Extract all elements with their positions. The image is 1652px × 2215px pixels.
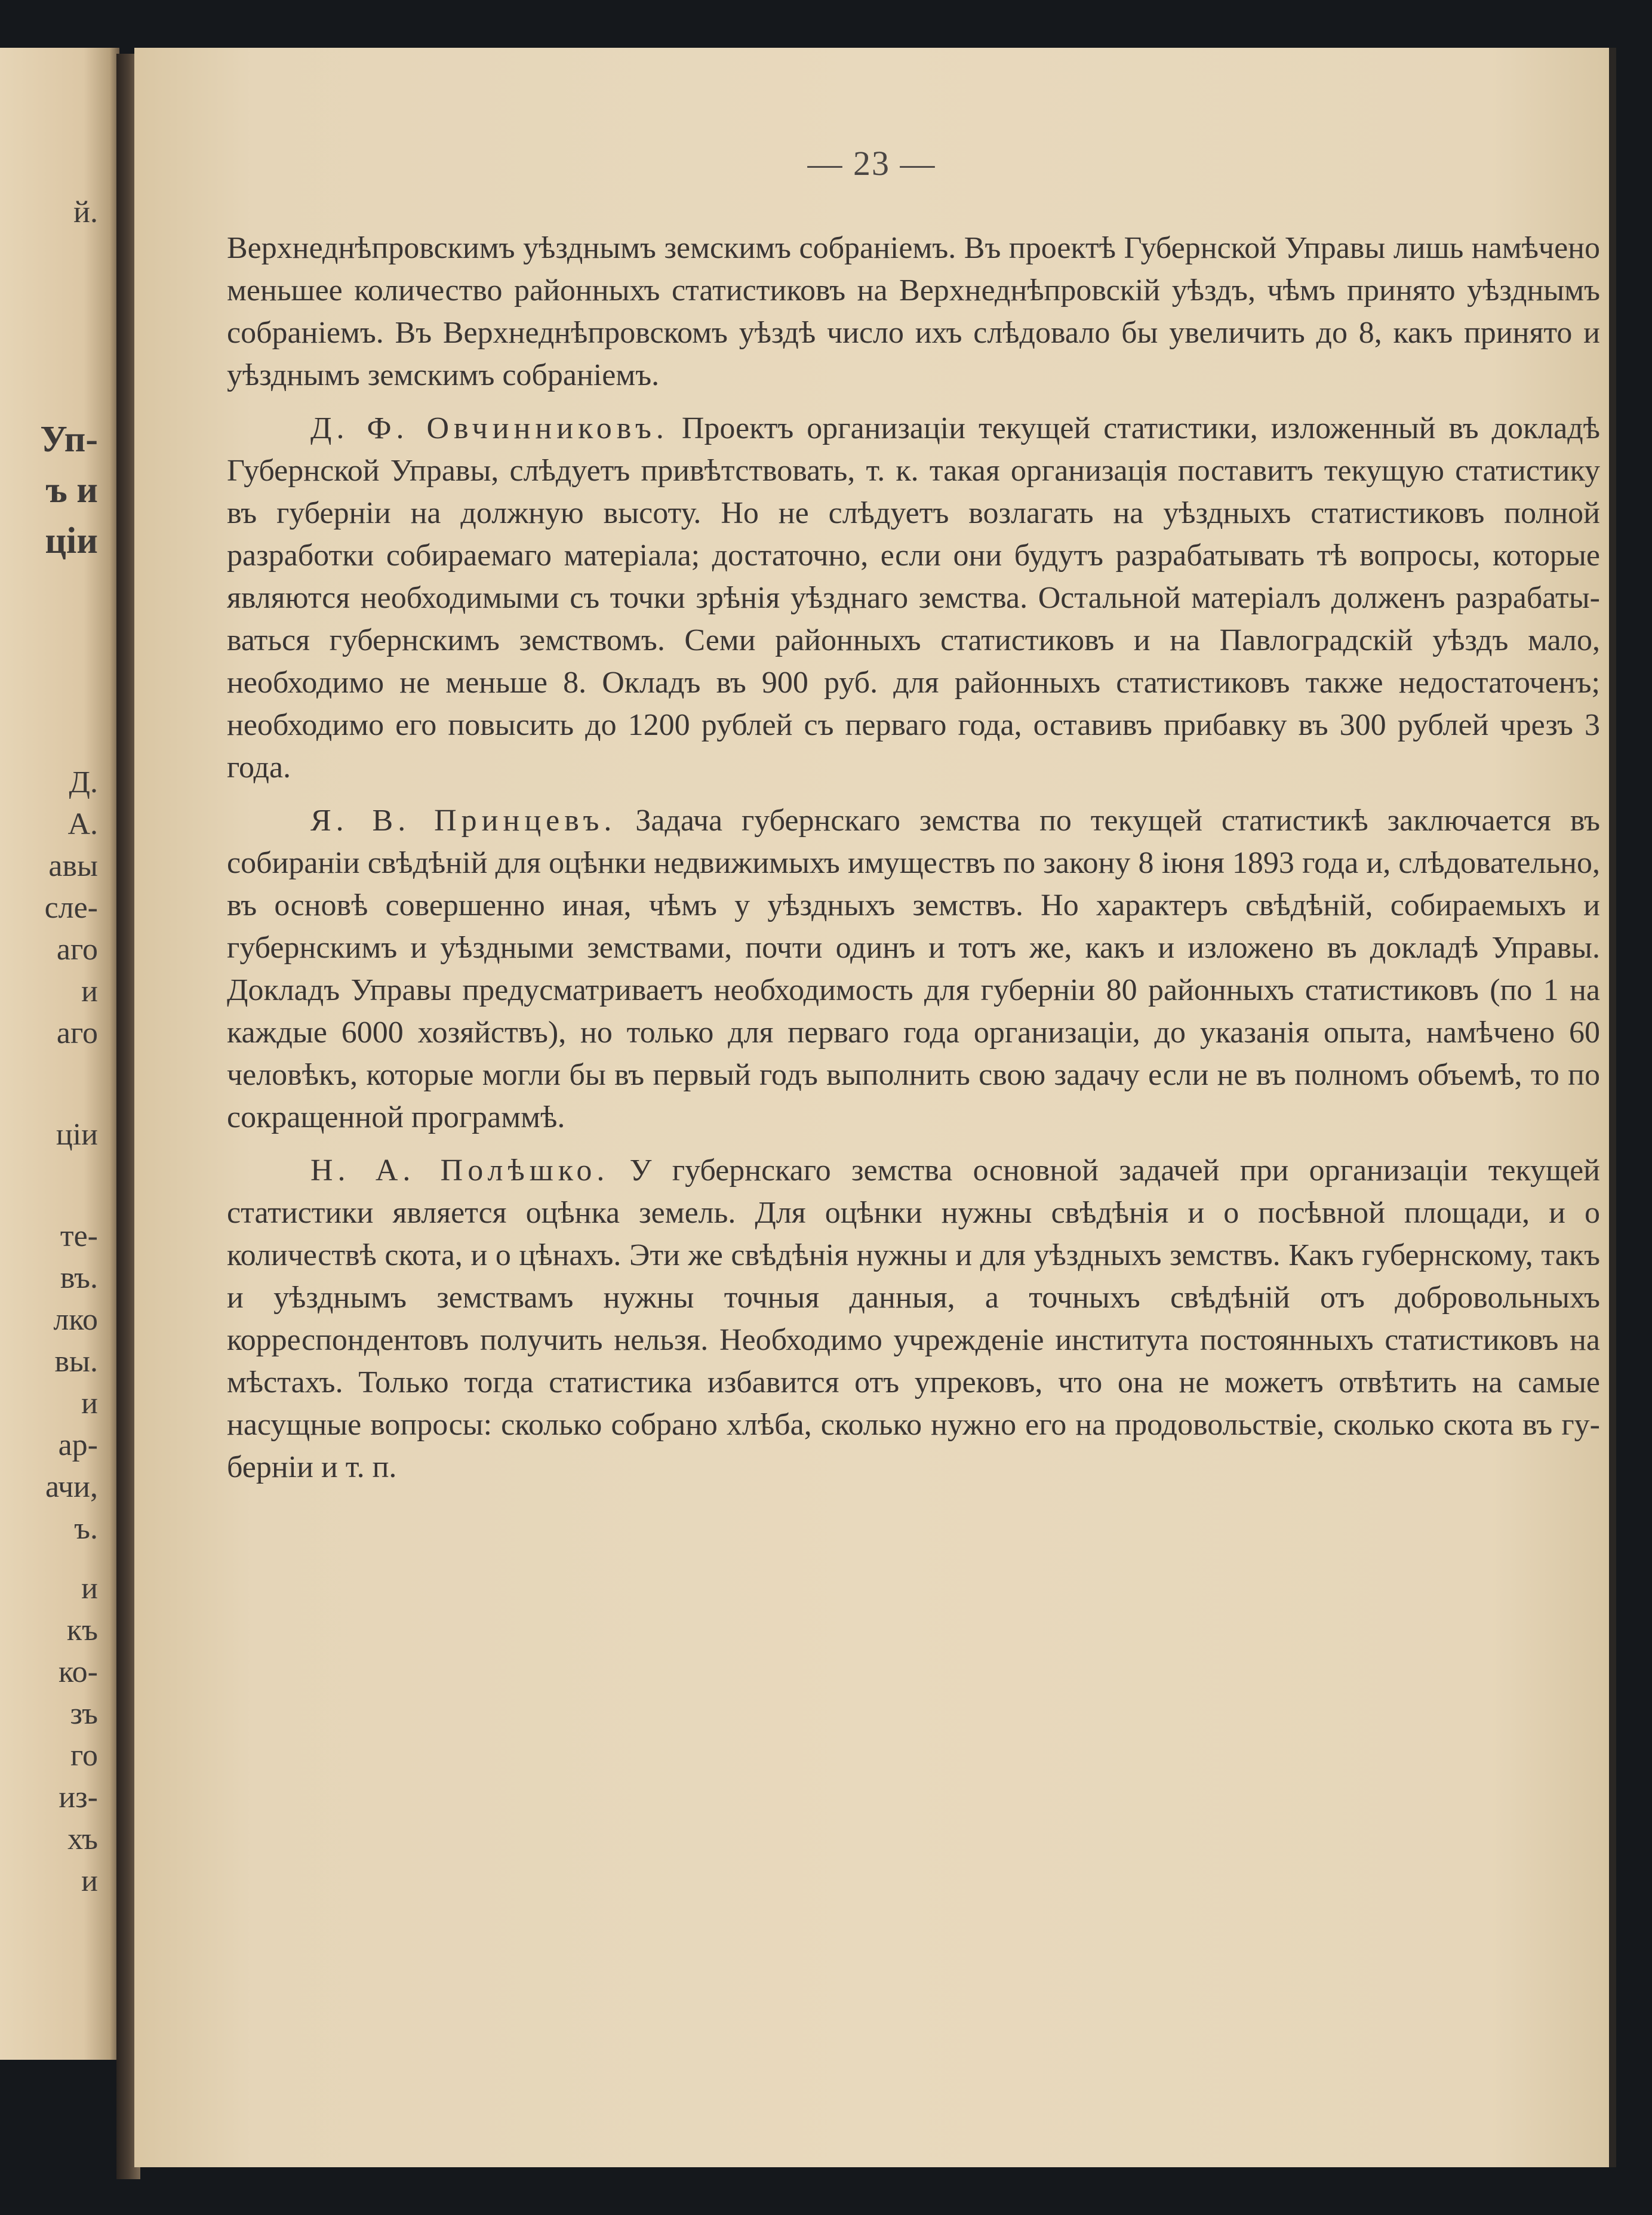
paragraph-4 <box>227 1149 1600 1488</box>
left-page-fragment: и <box>81 1571 98 1605</box>
left-page-fragment: зъ <box>70 1697 98 1731</box>
left-page-fragment: и <box>81 1386 98 1420</box>
left-page-fragment: хъ <box>67 1822 98 1856</box>
left-page-fragment: ар- <box>58 1428 98 1462</box>
paragraph-3-text: Задача губернскаго земства по текущей статистикѣ заключается въ собираніи свѣдѣній для оцѣнки недвижимыхъ имуществъ по закону 8 іюня 1893 года и, слѣдовательно, въ основѣ совершенно иная, чѣмъ у уѣздныхъ земствъ. Но характеръ свѣдѣній, собираемыхъ и губернскимъ и уѣздными земствами, почти одинъ и тотъ же, какъ и изложено въ докладѣ Управы. Докладъ Управы предусматриваетъ необходимость для губерніи 80 районныхъ статистиковъ (по 1 на каждые 6000 хозяйствъ), но только для перваго года организаціи, до указанія опыта, намѣчено 60 человѣкъ, которые могли бы въ первый годъ выполнить свою задачу если не въ полномъ объемѣ, то по сокращенной программѣ. <box>227 804 1601 1134</box>
left-page-fragment: те- <box>60 1219 98 1253</box>
page-number: — 23 — <box>807 144 936 183</box>
paragraph-1 <box>227 227 1600 396</box>
page-edge <box>1609 48 1616 2167</box>
left-page-fragment: из- <box>59 1780 98 1814</box>
left-page-fragment: Уп- <box>40 419 98 460</box>
paragraph-4-text: У губернскаго земства основной задачей при организаціи текущей статистики является оцѣнка земель. Для оцѣнки нужны свѣдѣнія и о посѣвной площади, и о количествѣ скота, и о цѣнахъ. Эти же свѣдѣнія нужны и для уѣздныхъ земствъ. Какъ губернскому, такъ и уѣзднымъ земствамъ нужны точныя данныя, а точныхъ свѣдѣній отъ добровольныхъ корреспондентовъ получить нельзя. Необходимо учрежденіе института постоянныхъ статистиковъ на мѣстахъ. Только тогда статистика избавится отъ упрековъ, что она не можетъ отвѣтить на самые насущные вопросы: сколько собрано хлѣба, сколько нужно его на продовольствіе, сколько скота въ губерніи и т. п. <box>227 1153 1600 1484</box>
left-page-fragment: й. <box>73 195 98 229</box>
left-page-fragment: въ. <box>60 1261 98 1295</box>
paragraph-2-text: Проектъ организаціи текущей статистики, изложенный въ докладѣ Губернской Управы, слѣдуетъ привѣтствовать, т. к. такая организація поставитъ текущую статистику въ губерніи на должную высоту. Но не слѣдуетъ возлагать на уѣздныхъ статистиковъ полной разработки собираемаго матеріала; достаточно, если они будутъ разрабатывать тѣ вопросы, которые являются необходимыми съ точки зрѣнія уѣзднаго земства. Остальной матеріалъ долженъ разрабатываться губернскимъ земствомъ. Семи районныхъ статистиковъ и на Павлоградскій уѣздъ мало, необходимо не меньше 8. Окладъ въ 900 руб. для районныхъ статистиковъ также недостаточенъ; необходимо его повысить до 1200 рублей съ перваго года, оставивъ прибавку въ 300 рублей чрезъ 3 года. <box>227 411 1601 785</box>
left-page-fragment: сле- <box>44 891 98 925</box>
left-page-fragment: го <box>70 1739 98 1773</box>
left-page-fragment: лко <box>53 1303 98 1337</box>
page-body <box>227 227 1600 1499</box>
book-page <box>134 48 1609 2167</box>
left-page-fragment: и <box>81 974 98 1008</box>
left-page-fragment: аго <box>56 1016 98 1050</box>
left-page-fragment: аго <box>56 933 98 967</box>
paragraph-1-text: Верхнеднѣпровскимъ уѣзднымъ земскимъ собраніемъ. Въ проектѣ Губернской Управы лишь намѣчено меньшее количество районныхъ статистиковъ на Верхнеднѣпровскій уѣздъ, чѣмъ принято уѣзднымъ собраніемъ. Въ Верхнеднѣпровскомъ уѣздѣ число ихъ слѣдовало бы увеличить до 8, какъ принято и уѣзднымъ земскимъ собраніемъ. <box>227 231 1600 392</box>
left-page-fragment: Д. <box>69 765 98 799</box>
speaker-printsev: Я. В. Принцевъ. <box>310 804 617 838</box>
left-page-fragment: и <box>81 1864 98 1898</box>
left-page-fragment: А. <box>67 807 98 841</box>
left-page-fragment: ціи <box>45 521 98 561</box>
paragraph-2 <box>227 407 1600 789</box>
previous-page-strip <box>0 48 119 2060</box>
left-page-fragment: ачи, <box>45 1470 98 1504</box>
left-page-fragment: ко- <box>59 1655 98 1689</box>
speaker-ovchinnikov: Д. Ф. Овчинниковъ. <box>310 411 669 445</box>
left-page-fragment: къ <box>66 1613 98 1647</box>
left-page-fragment: авы <box>48 849 98 883</box>
left-page-fragment: ъ и <box>45 470 98 510</box>
left-page-fragment: ціи <box>56 1118 98 1152</box>
speaker-poleshko: Н. А. Полѣшко. <box>310 1153 610 1188</box>
left-page-fragment: ъ. <box>74 1512 98 1546</box>
left-page-fragment: вы. <box>54 1345 98 1379</box>
paragraph-3 <box>227 799 1600 1139</box>
